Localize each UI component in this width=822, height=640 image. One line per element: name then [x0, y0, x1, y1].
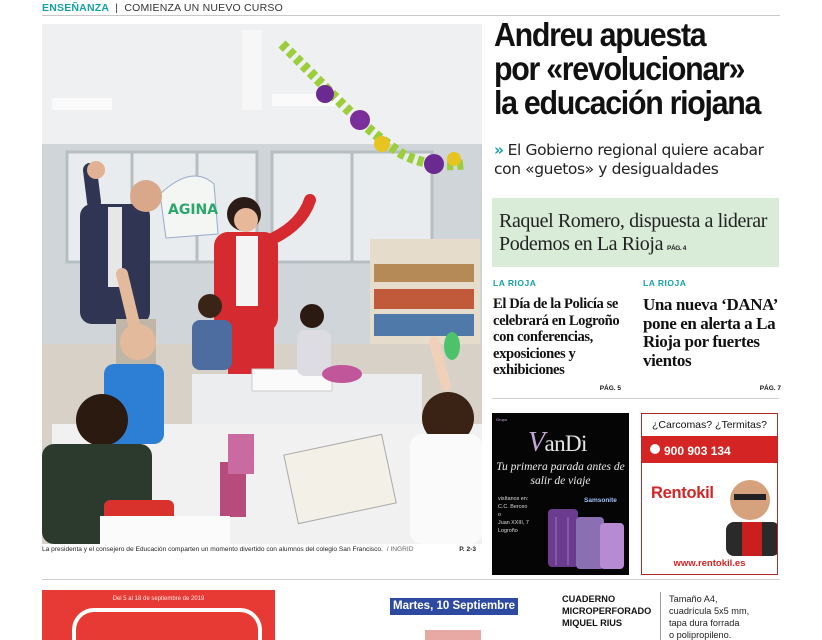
subsection-label: COMIENZA UN NUEVO CURSO	[124, 2, 283, 14]
suitcases-image	[492, 413, 629, 575]
promo-banner[interactable]	[42, 590, 275, 640]
brief-section-label: LA RIOJA	[643, 278, 687, 288]
address-line: o	[498, 512, 501, 518]
brief-section-label: LA RIOJA	[493, 278, 537, 288]
podemos-story-title: Raquel Romero, dispuesta a liderar Podemos en La Rioja	[499, 210, 767, 255]
section-label: ENSEÑANZA	[42, 2, 110, 14]
headline-line: Andreu apuesta	[494, 16, 706, 53]
product-name-line: CUADERNO	[562, 594, 616, 604]
caption-page-ref: P. 2-3	[459, 546, 476, 553]
promo-dates: Del 5 al 18 de septiembre de 2019	[112, 596, 205, 602]
main-subhead	[494, 141, 784, 179]
rentokil-ad[interactable]	[641, 413, 778, 575]
brief-page-ref: PÁG. 5	[599, 385, 621, 392]
brief-title: El Día de la Policía se celebrará en Logroño con conferencias, exposiciones y exhibiciones	[493, 296, 620, 378]
brief-dana[interactable]	[643, 278, 781, 392]
promo-ring-shape	[72, 608, 262, 640]
divider-top	[492, 398, 779, 399]
photo-caption	[42, 546, 482, 553]
podemos-page-ref: PÁG. 4	[667, 245, 686, 252]
brief-page-ref: PÁG. 7	[759, 385, 781, 392]
product-divider	[660, 592, 661, 640]
subhead-text: El Gobierno regional quiere acabar con «guetos» y desigualdades	[494, 141, 764, 178]
date-label: Martes, 10 Septiembre	[390, 598, 518, 615]
classroom-sign: AGINA	[168, 202, 219, 218]
rentokil-phone: 900 903 134	[664, 444, 731, 458]
address-line: Juan XXIII, 7	[498, 520, 529, 526]
brief-police-day[interactable]	[493, 278, 631, 392]
vandi-logo-initial: V	[528, 427, 545, 458]
headline-line: la educación riojana	[494, 84, 761, 121]
address-line: Logroño	[498, 528, 518, 534]
main-photo	[42, 24, 482, 544]
address-line: visítanos en:	[498, 496, 529, 502]
headline-line: por «revolucionar»	[494, 50, 745, 87]
product-description	[669, 593, 749, 640]
vandi-logo-rest: anDi	[544, 431, 587, 456]
classroom-photo-illustration	[42, 24, 482, 544]
technician-image	[642, 414, 778, 575]
address-line: C.C. Berceo	[498, 504, 528, 510]
vandi-ad[interactable]	[492, 413, 629, 575]
vandi-tagline: Tu primera parada antes de salir de viaje	[496, 461, 625, 487]
caption-text: La presidenta y el consejero de Educación comparten un momento divertido con alumnos del colegio San Francisco.	[42, 546, 383, 553]
product-desc-line: cuadrícula 5x5 mm,	[669, 606, 750, 616]
rentokil-logo: Rentokil	[651, 484, 714, 502]
photo-credit: / INGRID	[386, 546, 414, 553]
vandi-small-label: Grupo	[496, 417, 508, 422]
rentokil-url[interactable]: www.rentokil.es	[673, 558, 746, 569]
brief-title: Una nueva ‘DANA’ pone en alerta a La Rioja por fuertes vientos	[643, 295, 777, 370]
product-desc-line: o polipropileno.	[669, 630, 732, 640]
podemos-story[interactable]	[492, 198, 779, 267]
product-desc-line: Tamaño A4,	[669, 594, 718, 604]
double-chevron-icon: »	[494, 141, 504, 159]
product-name	[562, 593, 651, 629]
divider-bottom	[42, 579, 780, 580]
main-headline[interactable]	[494, 18, 761, 120]
product-name-line: MIQUEL RIUS	[562, 618, 623, 628]
header-separator: |	[115, 2, 119, 14]
rentokil-question: ¿Carcomas? ¿Termitas?	[652, 419, 767, 431]
samsonite-logo: Samsonite	[584, 497, 617, 504]
product-desc-line: tapa dura forrada	[669, 618, 740, 628]
date-promo-swatch	[425, 630, 481, 640]
section-header	[42, 2, 780, 16]
product-name-line: MICROPERFORADO	[562, 606, 652, 616]
